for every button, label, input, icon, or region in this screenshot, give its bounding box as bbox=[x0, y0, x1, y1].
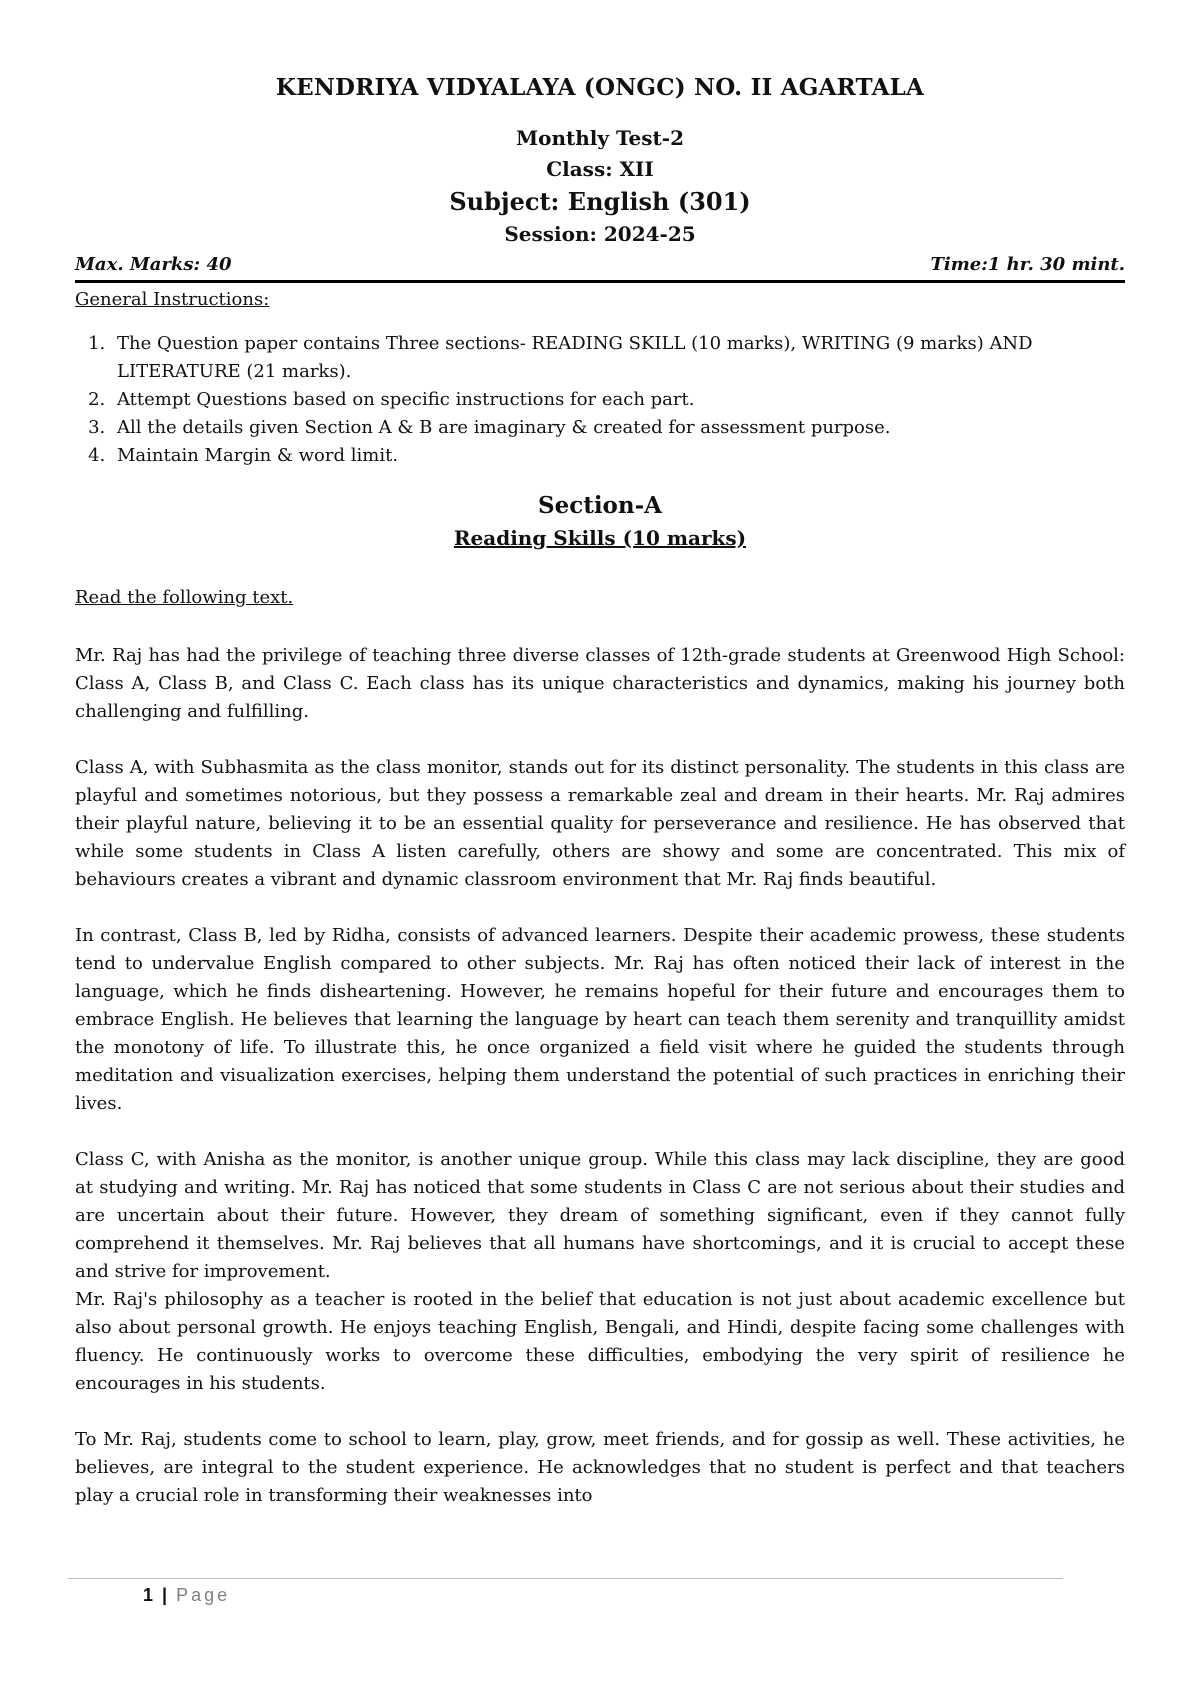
read-instruction: Read the following text. bbox=[75, 587, 294, 608]
page-footer bbox=[143, 1585, 230, 1606]
subject-label: Subject: English (301) bbox=[449, 187, 751, 216]
time-allowed: Time:1 hr. 30 mint. bbox=[930, 254, 1125, 275]
passage-paragraph: Mr. Raj has had the privilege of teaching three diverse classes of 12th-grade students at Greenwood High School: Class A, Class B, and Class C. Each class has its unique characteristics and dynamics, making his journey both challenging and fulfilling. bbox=[75, 645, 1125, 722]
page-number: 1 bbox=[143, 1585, 154, 1605]
passage-paragraph: In contrast, Class B, led by Ridha, consists of advanced learners. Despite their academic prowess, these students tend to undervalue English compared to other subjects. Mr. Raj has often noticed their lack of interest in the language, which he finds disheartening. However, he remains hopeful for their future and encourages them to embrace English. He believes that learning the language by heart can teach them serenity and tranquillity amidst the monotony of life. To illustrate this, he once organized a field visit where he guided the students through meditation and visualization exercises, helping them understand the potential of such practices in enriching their lives. bbox=[75, 925, 1125, 1114]
passage-paragraph: Class C, with Anisha as the monitor, is another unique group. While this class may lack discipline, they are good at studying and writing. Mr. Raj has noticed that some students in Class C are not serious about their studies and are uncertain about their future. However, they dream of something significant, even if they cannot fully comprehend it themselves. Mr. Raj believes that all humans have shortcomings, and it is crucial to accept these and strive for improvement. bbox=[75, 1149, 1125, 1282]
marks-time-row bbox=[75, 254, 1125, 275]
max-marks: Max. Marks: 40 bbox=[75, 254, 232, 275]
header-divider bbox=[75, 280, 1125, 283]
instruction-item: 4. Maintain Margin & word limit. bbox=[111, 442, 1111, 470]
instruction-item: 3. All the details given Section A & B are imaginary & created for assessment purpose. bbox=[111, 414, 1111, 442]
session-label: Session: 2024-25 bbox=[504, 222, 696, 246]
reading-passage bbox=[75, 642, 1125, 1538]
passage-paragraph: Mr. Raj's philosophy as a teacher is rooted in the belief that education is not just about academic excellence but also about personal growth. He enjoys teaching English, Bengali, and Hindi, despite facing some challenges with fluency. He continuously works to overcome these difficulties, embodying the very spirit of resilience he encourages in his students. bbox=[75, 1289, 1125, 1394]
instructions-title: General Instructions: bbox=[75, 289, 270, 310]
passage-paragraph: Class A, with Subhasmita as the class monitor, stands out for its distinct personality. The students in this class are playful and sometimes notorious, but they possess a remarkable zeal and dream in their hearts. Mr. Raj admires their playful nature, believing it to be an essential quality for perseverance and resilience. He has observed that while some students in Class A listen carefully, others are showy and some are concentrated. This mix of behaviours creates a vibrant and dynamic classroom environment that Mr. Raj finds beautiful. bbox=[75, 757, 1125, 890]
section-title: Section-A bbox=[537, 492, 663, 519]
passage-paragraph: To Mr. Raj, students come to school to learn, play, grow, meet friends, and for gossip as well. These activities, he believes, are integral to the student experience. He acknowledges that no student is perfect and that teachers play a crucial role in transforming their weaknesses into bbox=[75, 1429, 1125, 1506]
instruction-item: 1. The Question paper contains Three sections- READING SKILL (10 marks), WRITING (9 marks) AND LITERATURE (21 marks). bbox=[111, 330, 1111, 386]
footer-divider bbox=[68, 1578, 1063, 1579]
instructions-list bbox=[75, 330, 1111, 470]
class-label: Class: XII bbox=[546, 157, 654, 181]
page-word: Page bbox=[176, 1585, 231, 1605]
section-subtitle: Reading Skills (10 marks) bbox=[453, 526, 747, 550]
footer-separator: | bbox=[162, 1585, 168, 1605]
instruction-item: 2. Attempt Questions based on specific instructions for each part. bbox=[111, 386, 1111, 414]
test-title: Monthly Test-2 bbox=[515, 126, 684, 150]
school-name: KENDRIYA VIDYALAYA (ONGC) NO. II AGARTALA bbox=[275, 74, 925, 101]
